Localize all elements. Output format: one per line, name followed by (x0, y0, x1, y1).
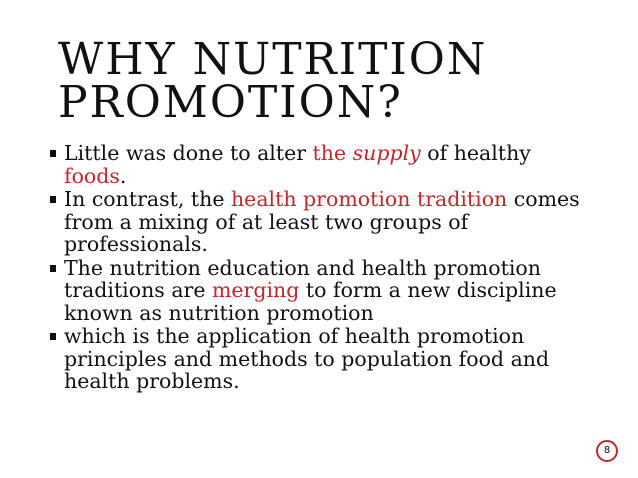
bullet-item: which is the application of health promotion principles and methods to population food and health problems. (50, 325, 590, 393)
highlight-text: supply (352, 141, 421, 165)
bullet-item: The nutrition education and health promotion traditions are merging to form a new discipline known as nutrition promotion (50, 257, 590, 325)
square-bullet-icon (50, 150, 56, 157)
highlight-text: merging (211, 278, 300, 302)
square-bullet-icon (50, 196, 56, 203)
square-bullet-icon (50, 265, 56, 272)
bullet-item: Little was done to alter the supply of healthy foods. (50, 142, 590, 187)
square-bullet-icon (50, 333, 56, 340)
highlight-text: foods (64, 163, 120, 188)
highlight-text: the (312, 141, 353, 165)
slide-number-badge: 8 (596, 440, 618, 462)
bullet-list (50, 142, 590, 394)
bullet-item: In contrast, the health promotion tradition comes from a mixing of at least two groups of professionals. (50, 188, 590, 256)
slide-title-line-2: PROMOTION? (58, 77, 403, 128)
slide-title (58, 34, 618, 128)
slide-title-line-1: WHY NUTRITION (58, 34, 488, 85)
highlight-text: health promotion tradition (230, 187, 508, 211)
